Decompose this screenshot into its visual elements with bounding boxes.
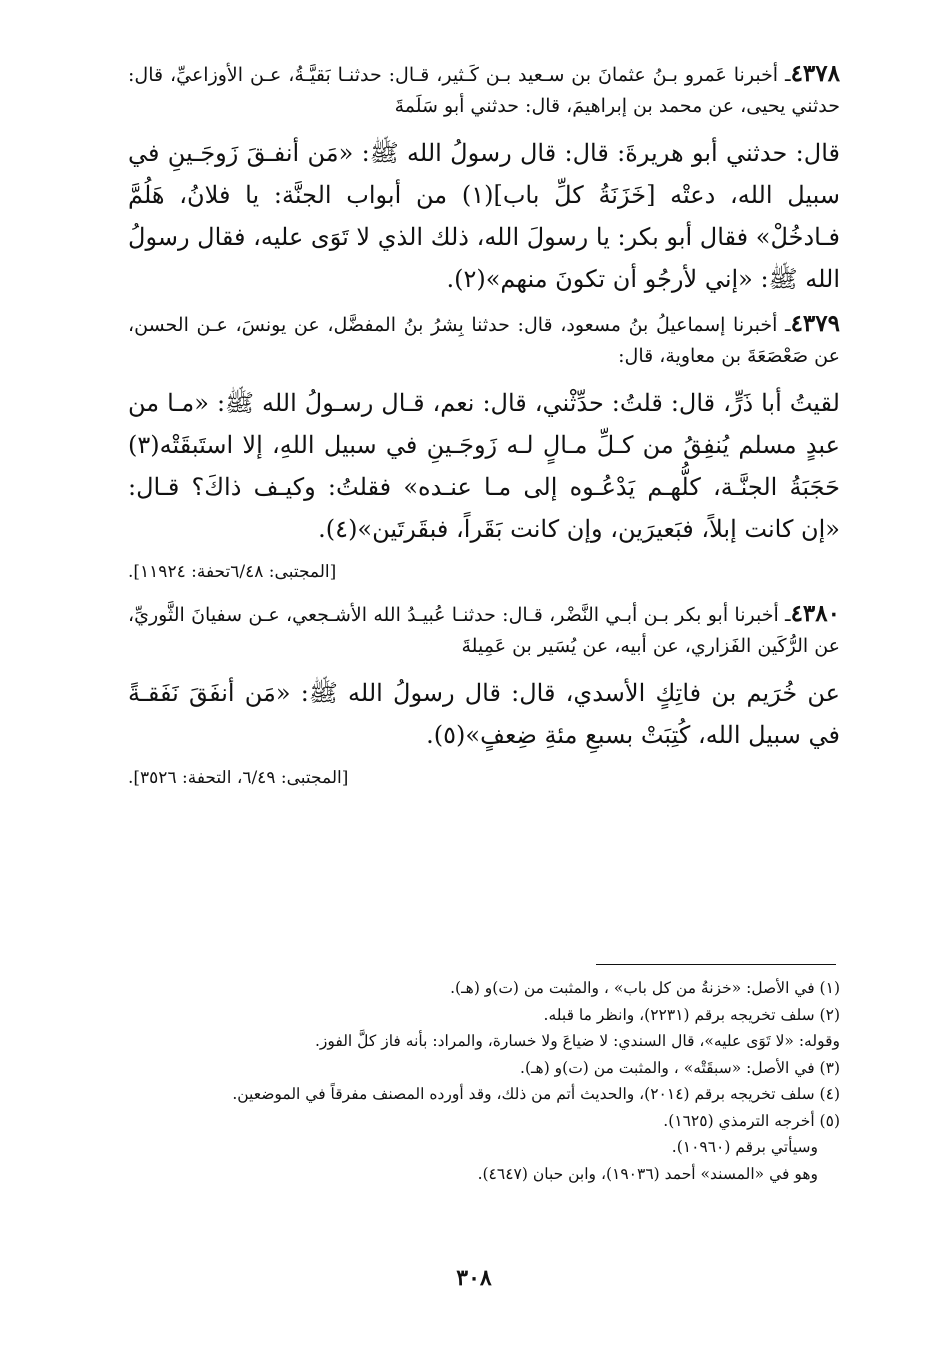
footnote: وقوله: «لا تَوَى عليه»، قال السندي: لا ضياعَ ولا خسارة، والمراد: بأنه فاز كلَّ الفوز. <box>314 1032 840 1050</box>
isnad-text: ـ أخبرنا أبو بكر بـن أبـي النَّضْر، قـال: حدثنـا عُبيـدُ الله الأشـجعي، عـن سفيانَ الثَّوريِّ، عن الرُّكَين الفَزاري، عن أبيه، عن يُسَير بن عَمِيلةَ <box>128 604 840 657</box>
hadith-isnad <box>128 58 840 122</box>
hadith-4379 <box>128 308 840 586</box>
hadith-number: ٤٣٧٩ <box>790 310 840 337</box>
hadith-reference: [المجتبى: ٦/٤٨تحفة: ١١٩٢٤]. <box>128 562 337 582</box>
footnote: (٢) سلف تخريجه برقم (٢٢٣١)، وانظر ما قبله. <box>543 1005 840 1024</box>
footnote: (٤) سلف تخريجه برقم (٢٠١٤)، والحديث أتم من ذلك، وقد أورده المصنف مفرقاً في الموضعين. <box>232 1085 840 1103</box>
hadith-number: ٤٣٨٠ <box>790 600 840 627</box>
hadith-matn: عن خُرَيم بن فاتِكٍ الأسدي، قال: قال رسولُ الله ﷺ: «مَن أنفَقَ نَفَقـةً في سبيل الله، كُتِبَتْ بسبعِ مئةِ ضِعفٍ»(٥). <box>128 679 840 749</box>
hadith-matn: لقيتُ أبا ذَرٍّ، قال: قلتُ: حدِّثْني، قال: نعم، قـال رسـولُ الله ﷺ: «مـا من عبدٍ مسلم يُنفِقُ من كـلِّ مـالٍ لـه زَوجَـينِ في سبيل اللهِ، إلا استَبقَتْه(٣) حَجَبَةُ الجنَّـة، كلُّهـم يَدْعُـوه إلى مـا عنـده» فقلتُ: وكيـف ذاكَ؟ قـال: «إن كانت إبلاً، فبَعيرَين، وإن كانت بَقَراً، فبقَرتَين»(٤). <box>128 389 840 543</box>
page-number: ٣٠٨ <box>456 1265 492 1291</box>
footnote: وهو في «المسند» أحمد (١٩٠٣٦)، وابن حبان (٤٦٤٧). <box>477 1164 818 1183</box>
hadith-reference: [المجتبى: ٦/٤٩، التحفة: ٣٥٢٦]. <box>128 768 349 788</box>
main-text <box>128 58 840 804</box>
isnad-text: ـ أخبرنا إسماعيلُ بنُ مسعود، قال: حدثنا بِشرُ بنُ المفضَّل، عن يونسَ، عـن الحسن، عن صَعْصَعَةَ بن معاوية، قال: <box>128 314 840 367</box>
footnotes <box>150 975 840 1187</box>
hadith-4380 <box>128 598 840 792</box>
isnad-text: ـ أخبرنا عَمرو بـنُ عثمانَ بن سـعيد بـن كَـثير، قـال: حدثنـا بَقيَّـةُ، عـن الأوزاعيِّ، قال: حدثني يحيى، عن محمد بن إبراهيمَ، قال: حدثني أبو سَلَمةَ <box>128 64 840 117</box>
footnote: (٣) في الأصل: «سبقَتْه» ، والمثبت من (ت)و (هـ). <box>520 1058 840 1077</box>
footnote: (١) في الأصل: «خزنةُ من كل باب» ، والمثبت من (ت)و (هـ). <box>450 979 840 997</box>
footnote: وسيأتي برقم (١٠٩٦٠). <box>671 1138 818 1156</box>
hadith-number: ٤٣٧٨ <box>790 60 840 87</box>
hadith-isnad <box>128 308 840 372</box>
footnote: (٥) أخرجه الترمذي (١٦٢٥). <box>663 1111 840 1130</box>
hadith-isnad <box>128 598 840 662</box>
hadith-4378 <box>128 58 840 300</box>
footnote-divider <box>596 964 836 965</box>
hadith-matn: قال: حدثني أبو هريرةَ: قال: قال رسولُ الله ﷺ: «مَن أنفـقَ زَوجَـينِ في سبيل الله، دعتْه [خَزَنَةُ كلِّ باب](١) من أبواب الجنَّة: يا فلانُ، هَلُمَّ فـادخُلْ» فقال أبو بكر: يا رسولَ الله، ذلك الذي لا تَوَى عليه، فقال رسولُ الله ﷺ: «إني لأرجُو أن تكونَ منهم»(٢). <box>128 139 840 293</box>
